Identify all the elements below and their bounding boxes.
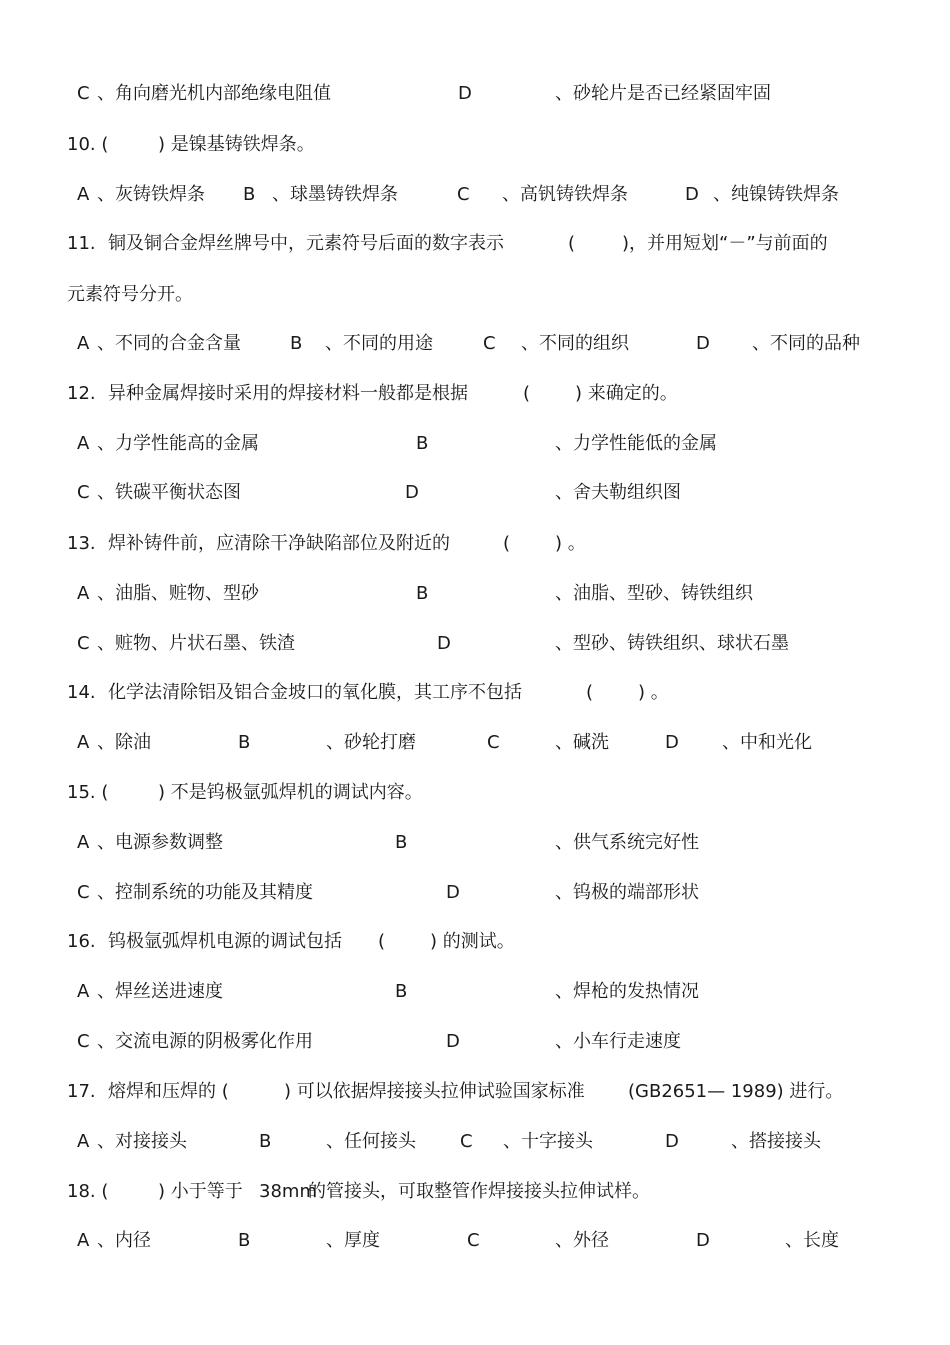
question-text: ) 是镍基铸铁焊条。: [158, 134, 315, 155]
option-text-d: 、型砂、铸铁组织、球状石墨: [555, 633, 789, 654]
option-text-b: 、任何接头: [326, 1131, 416, 1152]
question-text-cont: ) 。: [638, 682, 669, 703]
option-letter-b: B: [416, 583, 429, 604]
question-number: 13.: [67, 533, 96, 554]
option-text-d: 、搭接接头: [731, 1131, 821, 1152]
option-text-a: 、对接接头: [97, 1131, 187, 1152]
option-letter-b: B: [395, 981, 408, 1002]
question-number: 17.: [67, 1081, 96, 1102]
option-letter-c: C: [460, 1131, 473, 1152]
option-letter-b: B: [395, 832, 408, 853]
option-text-b: 、砂轮打磨: [326, 732, 416, 753]
option-text-d: 、砂轮片是否已经紧固牢固: [555, 83, 771, 104]
answer-blank-open: (: [378, 931, 386, 952]
standard-reference: (GB2651— 1989) 进行。: [628, 1081, 844, 1102]
question-text: 熔焊和压焊的 (: [108, 1081, 229, 1102]
option-letter-c: C: [487, 732, 500, 753]
question-text: 焊补铸件前，应清除干净缺陷部位及附近的: [108, 533, 450, 554]
option-letter-d: D: [665, 732, 679, 753]
question-text-cont: ) 。: [555, 533, 586, 554]
question-text: 化学法清除铝及铝合金坡口的氧化膜，其工序不包括: [108, 682, 522, 703]
option-text-a: 、焊丝送进速度: [97, 981, 223, 1002]
option-text-c: 、不同的组织: [521, 333, 629, 354]
option-text-a: 、油脂、赃物、型砂: [97, 583, 259, 604]
option-letter-a: A: [77, 583, 90, 604]
option-text-c: 、铁碳平衡状态图: [97, 482, 241, 503]
option-text-b: 、不同的用途: [325, 333, 433, 354]
option-letter-c: C: [483, 333, 496, 354]
option-text-b: 、球墨铸铁焊条: [272, 184, 398, 205]
option-letter-b: B: [238, 732, 251, 753]
option-text-a: 、内径: [97, 1230, 151, 1251]
question-number: 16.: [67, 931, 96, 952]
option-letter-b: B: [238, 1230, 251, 1251]
question-number: 15. (: [67, 782, 109, 803]
option-text-a: 、不同的合金含量: [97, 333, 241, 354]
option-text-b: 、焊枪的发热情况: [555, 981, 699, 1002]
option-letter-d: D: [446, 882, 460, 903]
option-letter-c: C: [77, 1031, 90, 1052]
option-text-a: 、除油: [97, 732, 151, 753]
option-text-d: 、小车行走速度: [555, 1031, 681, 1052]
question-text-cont: ) 可以依据焊接接头拉伸试验国家标准: [284, 1081, 585, 1102]
option-text-c: 、赃物、片状石墨、铁渣: [97, 633, 295, 654]
option-text-b: 、力学性能低的金属: [555, 433, 717, 454]
option-letter-c: C: [77, 482, 90, 503]
question-text: ) 小于等于: [158, 1181, 243, 1202]
option-letter-c: C: [77, 633, 90, 654]
question-number: 14.: [67, 682, 96, 703]
option-text-c: 、控制系统的功能及其精度: [97, 882, 313, 903]
option-letter-b: B: [290, 333, 303, 354]
option-text-d: 、纯镍铸铁焊条: [713, 184, 839, 205]
option-text-a: 、力学性能高的金属: [97, 433, 259, 454]
option-letter-a: A: [77, 832, 90, 853]
option-text-c: 、十字接头: [503, 1131, 593, 1152]
option-letter-d: D: [665, 1131, 679, 1152]
answer-blank-open: (: [568, 233, 576, 254]
answer-blank-open: (: [586, 682, 594, 703]
option-text-a: 、电源参数调整: [97, 832, 223, 853]
question-text-cont: ) 来确定的。: [575, 383, 678, 404]
question-number: 18. (: [67, 1181, 109, 1202]
option-letter-a: A: [77, 184, 90, 205]
question-text: 异种金属焊接时采用的焊接材料一般都是根据: [108, 383, 468, 404]
option-letter-a: A: [77, 333, 90, 354]
question-text: 钨极氩弧焊机电源的调试包括: [108, 931, 342, 952]
option-letter-b: B: [259, 1131, 272, 1152]
question-number: 12.: [67, 383, 96, 404]
question-text-cont: )，并用短划“－”与前面的: [622, 233, 828, 254]
option-letter-c: C: [77, 83, 90, 104]
question-number: 11.: [67, 233, 96, 254]
option-letter-c: C: [457, 184, 470, 205]
option-letter-b: B: [243, 184, 256, 205]
question-text: ) 不是钨极氩弧焊机的调试内容。: [158, 782, 423, 803]
option-letter-d: D: [446, 1031, 460, 1052]
question-number: 10. (: [67, 134, 109, 155]
option-letter-d: D: [437, 633, 451, 654]
option-letter-a: A: [77, 732, 90, 753]
answer-blank-open: (: [503, 533, 511, 554]
option-letter-d: D: [685, 184, 699, 205]
option-letter-d: D: [458, 83, 472, 104]
answer-blank-open: (: [523, 383, 531, 404]
option-text-a: 、灰铸铁焊条: [97, 184, 205, 205]
question-text-cont: ) 的测试。: [430, 931, 515, 952]
option-text-d: 、长度: [785, 1230, 839, 1251]
option-text-c: 、碱洗: [555, 732, 609, 753]
option-text-d: 、不同的品种: [752, 333, 860, 354]
option-letter-b: B: [416, 433, 429, 454]
option-text-c: 、外径: [555, 1230, 609, 1251]
option-letter-d: D: [696, 1230, 710, 1251]
option-text-c: 、高钒铸铁焊条: [502, 184, 628, 205]
option-letter-c: C: [467, 1230, 480, 1251]
question-text: 铜及铜合金焊丝牌号中，元素符号后面的数字表示: [108, 233, 504, 254]
option-letter-d: D: [696, 333, 710, 354]
option-letter-a: A: [77, 981, 90, 1002]
option-letter-a: A: [77, 1230, 90, 1251]
option-text-c: 、角向磨光机内部绝缘电阻值: [97, 83, 331, 104]
question-text-cont: 元素符号分开。: [67, 284, 193, 305]
option-letter-d: D: [405, 482, 419, 503]
option-text-b: 、供气系统完好性: [555, 832, 699, 853]
option-text-b: 、油脂、型砂、铸铁组织: [555, 583, 753, 604]
option-text-b: 、厚度: [326, 1230, 380, 1251]
option-letter-a: A: [77, 433, 90, 454]
measurement-value: 38mm: [259, 1181, 317, 1202]
option-letter-c: C: [77, 882, 90, 903]
option-text-d: 、中和光化: [722, 732, 812, 753]
option-text-d: 、舍夫勒组织图: [555, 482, 681, 503]
question-text-cont: 的管接头，可取整管作焊接接头拉伸试样。: [308, 1181, 650, 1202]
option-text-d: 、钨极的端部形状: [555, 882, 699, 903]
option-letter-a: A: [77, 1131, 90, 1152]
option-text-c: 、交流电源的阴极雾化作用: [97, 1031, 313, 1052]
